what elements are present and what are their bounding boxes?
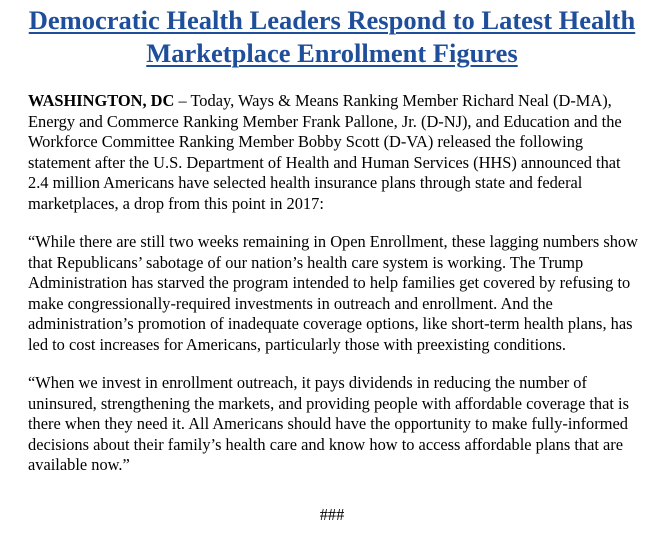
intro-text: – Today, Ways & Means Ranking Member Richard Neal (D-MA), Energy and Commerce Ranking Member Frank Pallone, Jr. (D-NJ), and Education and the Workforce Committee Ranking Member Bobby Scott (D-VA) released the following statement after the U.S. Department of Health and Human Services (HHS) announced that 2.4 million Americans have selected health insurance plans through state and federal marketplaces, a drop from this point in 2017: xyxy=(28,91,622,213)
end-mark: ### xyxy=(319,505,345,524)
dateline: WASHINGTON, DC xyxy=(28,91,175,110)
headline: Democratic Health Leaders Respond to Latest Health Marketplace Enrollment Figures xyxy=(28,5,636,68)
quote-paragraph-1: “While there are still two weeks remaining in Open Enrollment, these lagging numbers show that Republicans’ sabotage of our nation’s health care system is working. The Trump Administration has starved the program intended to help families get covered by refusing to make congressionally-required investments in outreach and enrollment. And the administration’s promotion of inadequate coverage options, like short-term health plans, has led to cost increases for Americans, particularly those with preexisting conditions. xyxy=(28,232,638,354)
quote-paragraph-2: “When we invest in enrollment outreach, it pays dividends in reducing the number of uninsured, strengthening the markets, and providing people with affordable coverage that is there when they need it. All Americans should have the opportunity to make fully-informed decisions about their family’s health care and know how to access affordable plans that are available now.” xyxy=(28,373,629,474)
intro-paragraph xyxy=(28,91,642,214)
